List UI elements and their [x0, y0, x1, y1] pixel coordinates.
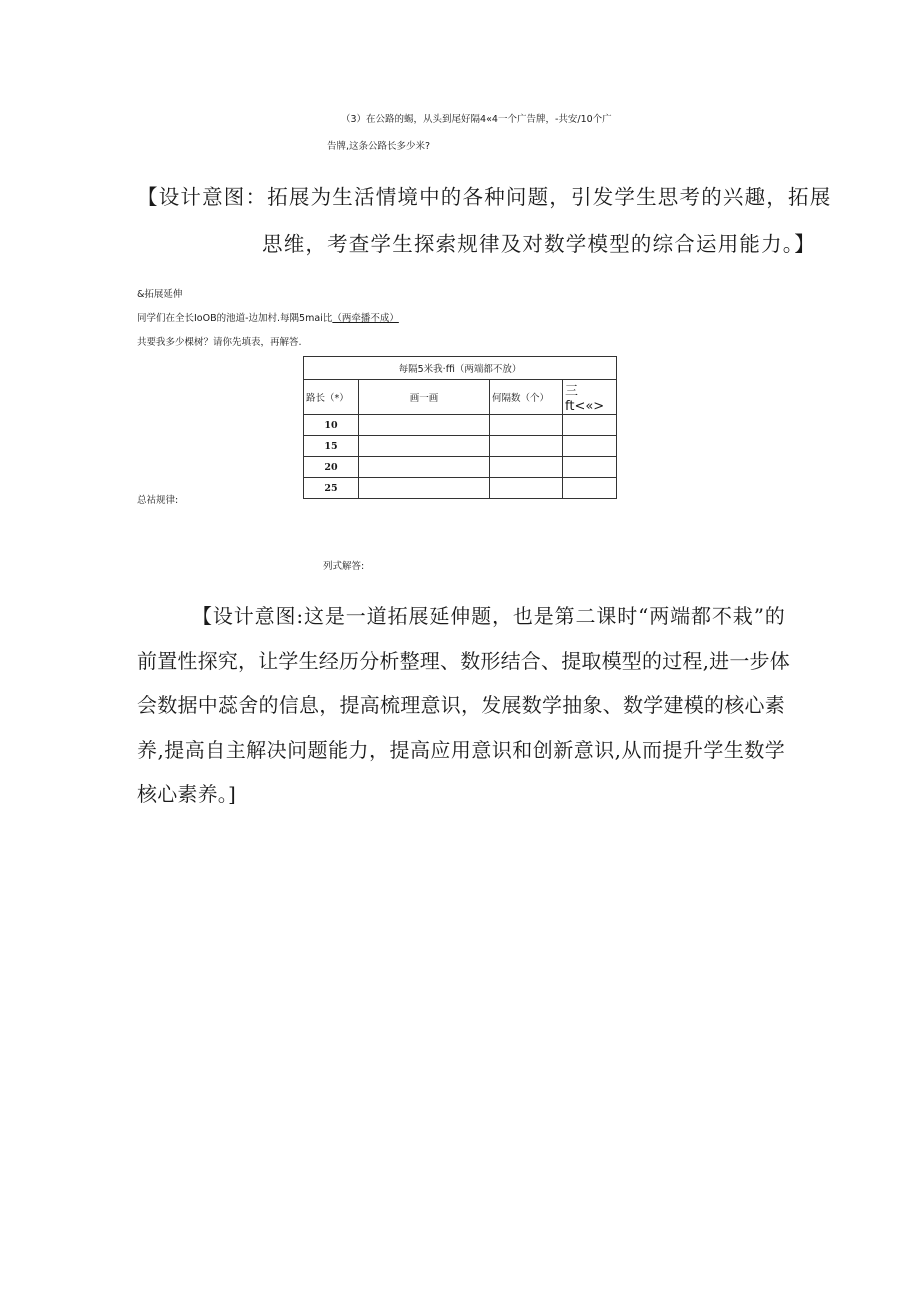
table-cell-empty[interactable] — [490, 415, 563, 436]
table-cell-empty[interactable] — [563, 436, 617, 457]
table-header-row — [304, 380, 617, 415]
table-header-length: 路长（*） — [304, 380, 359, 415]
design-intent-2-line: 会数据中蕊舍的信息，提高梳理意识，发展数学抽象、数学建模的核心素 — [137, 693, 785, 717]
table-title: 每隔5米我·ffi（两端都不放） — [304, 357, 617, 380]
design-intent-2-line: 核心素养。] — [137, 782, 237, 806]
table-cell-empty[interactable] — [359, 436, 490, 457]
table-row — [304, 478, 617, 499]
table-cell-empty[interactable] — [563, 415, 617, 436]
design-intent-2-line: 养,提高自主解决问题能力，提高应用意识和创新意识,从而提升学生数学 — [137, 737, 785, 762]
design-intent-2-line: 【设计意图:这是一道拓展延伸题，也是第二课时“两端都不栽”的 — [192, 604, 785, 628]
table-cell-empty[interactable] — [563, 457, 617, 478]
table-row — [304, 436, 617, 457]
table-cell-empty[interactable] — [490, 436, 563, 457]
table-cell-empty[interactable] — [359, 415, 490, 436]
extension-problem-main: 同学们在全长IoOB的池道-边加村.每隅5mai比 — [137, 313, 333, 324]
table-cell-length: 20 — [304, 457, 359, 478]
question3-line2: 告牌,这条公路长多少米? — [327, 141, 431, 152]
table-cell-empty[interactable] — [359, 478, 490, 499]
table-cell-empty[interactable] — [563, 478, 617, 499]
table-header-trees: 三ft<«> — [563, 380, 617, 415]
extension-problem-line1 — [137, 310, 399, 324]
design-intent-2-line: 前置性探究，让学生经历分析整理、数形结合、提取模型的过程,进一步体 — [137, 648, 790, 673]
table-header-draw: 画一画 — [359, 380, 490, 415]
extension-heading: &拓展延伸 — [137, 289, 183, 300]
solution-label: 列式解答: — [323, 561, 365, 572]
table-title-row — [304, 357, 617, 380]
table-row — [304, 415, 617, 436]
table-cell-length: 10 — [304, 415, 359, 436]
summary-label: 总祜规律: — [137, 495, 179, 506]
table-cell-empty[interactable] — [490, 457, 563, 478]
extension-problem-line2: 共要我多少棵树？请你先填表，再解答. — [137, 337, 302, 348]
design-intent-1-line2: 思维，考查学生探索规律及对数学模型的综合运用能力。】 — [262, 232, 816, 256]
table-cell-length: 25 — [304, 478, 359, 499]
fill-in-table — [303, 356, 617, 499]
design-intent-2 — [137, 594, 790, 817]
design-intent-1-line1: 【设计意图：拓展为生活情境中的各种问题，引发学生思考的兴趣，拓展 — [137, 185, 832, 209]
table-row — [304, 457, 617, 478]
question3-line1: （3）在公路的蜴，从头到尾好隔4«4一个广告牌，-共安/10个广 — [341, 114, 612, 125]
extension-problem-underlined: （两牵播不成） — [332, 313, 399, 324]
table-header-intervals: 何隔数（个） — [490, 380, 563, 415]
table-cell-empty[interactable] — [359, 457, 490, 478]
table-cell-empty[interactable] — [490, 478, 563, 499]
table-cell-length: 15 — [304, 436, 359, 457]
